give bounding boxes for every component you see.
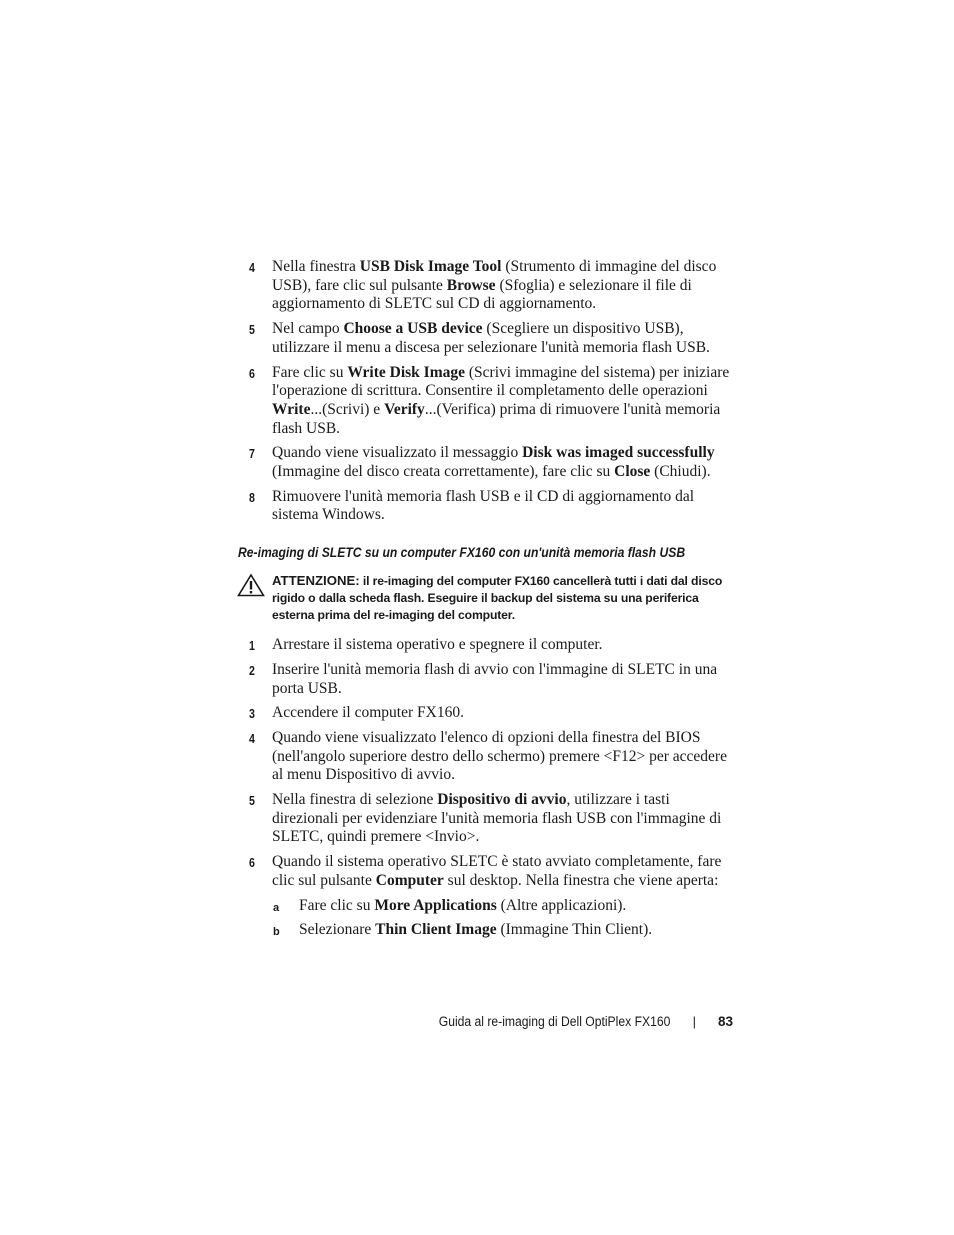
- step-item: 5 Nella finestra di selezione Dispositivo di avvio, utilizzare i tasti direzionali per evidenziare l'unità memoria flash USB con l'immagine di SLETC, quindi premere <Invio>.: [249, 791, 722, 846]
- step-item: 6 Quando il sistema operativo SLETC è stato avviato completamente, fare clic sul pulsante Computer sul desktop. Nella finestra che viene aperta:: [249, 853, 722, 889]
- step-item: 3 Accendere il computer FX160.: [243, 704, 739, 723]
- step-number: 8: [249, 490, 255, 505]
- step-number: 5: [249, 323, 255, 338]
- step-item: 2 Inserire l'unità memoria flash di avvio con l'immagine di SLETC in una porta USB.: [249, 660, 718, 697]
- step-item: 5 Nel campo Choose a USB device (Scegliere un dispositivo USB), utilizzare il menu a discesa per selezionare l'unità memoria flash USB.: [249, 320, 710, 356]
- page-footer: [413, 1014, 733, 1029]
- warning-note: [243, 572, 739, 624]
- substep-item: a Fare clic su More Applications (Altre applicazioni).: [243, 897, 739, 916]
- warning-label: ATTENZIONE:: [272, 573, 360, 589]
- step-number: 6: [249, 856, 255, 871]
- step-number: 2: [249, 663, 255, 678]
- warning-text: il re-imaging del computer FX160 cancellerà tutti i dati dal disco rigido o dalla scheda flash. Eseguire il backup del sistema su una periferica esterna prima del re-imaging del computer.: [272, 574, 723, 623]
- step-number: 5: [249, 794, 255, 809]
- step-number: 3: [249, 707, 255, 722]
- step-number: 6: [249, 366, 255, 381]
- step-item: 6 Fare clic su Write Disk Image (Scrivi immagine del sistema) per iniziare l'operazione di scrittura. Consentire il completamento delle operazioni Write...(Scrivi) e Verify...(Verifica) prima di rimuovere l'unità memoria flash USB.: [249, 363, 730, 437]
- footer-separator: |: [692, 1014, 696, 1029]
- step-number: 1: [249, 639, 255, 654]
- step-number: 4: [249, 261, 255, 275]
- step-item: 8 Rimuovere l'unità memoria flash USB e il CD di aggiornamento dal sistema Windows.: [249, 487, 695, 524]
- substep-letter: b: [273, 926, 280, 939]
- step-item: 4 Quando viene visualizzato l'elenco di opzioni della finestra del BIOS (nell'angolo superiore destro dello schermo) premere <F12> per accedere al menu Dispositivo di avvio.: [249, 728, 727, 784]
- substep-letter: a: [273, 901, 280, 914]
- warning-triangle-icon: [237, 573, 265, 597]
- step-item: 1 Arrestare il sistema operativo e spegnere il computer.: [243, 636, 739, 655]
- step-item: 7 Quando viene visualizzato il messaggio Disk was imaged successfully (Immagine del disco creata correttamente), fare clic su Close (Chiudi).: [249, 444, 715, 481]
- footer-title: Guida al re-imaging di Dell OptiPlex FX160: [438, 1014, 671, 1029]
- substep-item: b Selezionare Thin Client Image (Immagine Thin Client).: [243, 921, 739, 940]
- page-number: 83: [717, 1014, 733, 1029]
- step-number: 7: [249, 447, 255, 462]
- step-number: 4: [249, 731, 255, 746]
- page-content: [238, 258, 739, 946]
- section-heading: Re-imaging di SLETC su un computer FX160 con un'unità memoria flash USB: [238, 545, 686, 561]
- step-item: 4 Nella finestra USB Disk Image Tool (Strumento di immagine del disco USB), fare clic sul pulsante Browse (Sfoglia) e selezionare il file di aggiornamento di SLETC sul CD di aggiornamento.: [249, 258, 717, 313]
